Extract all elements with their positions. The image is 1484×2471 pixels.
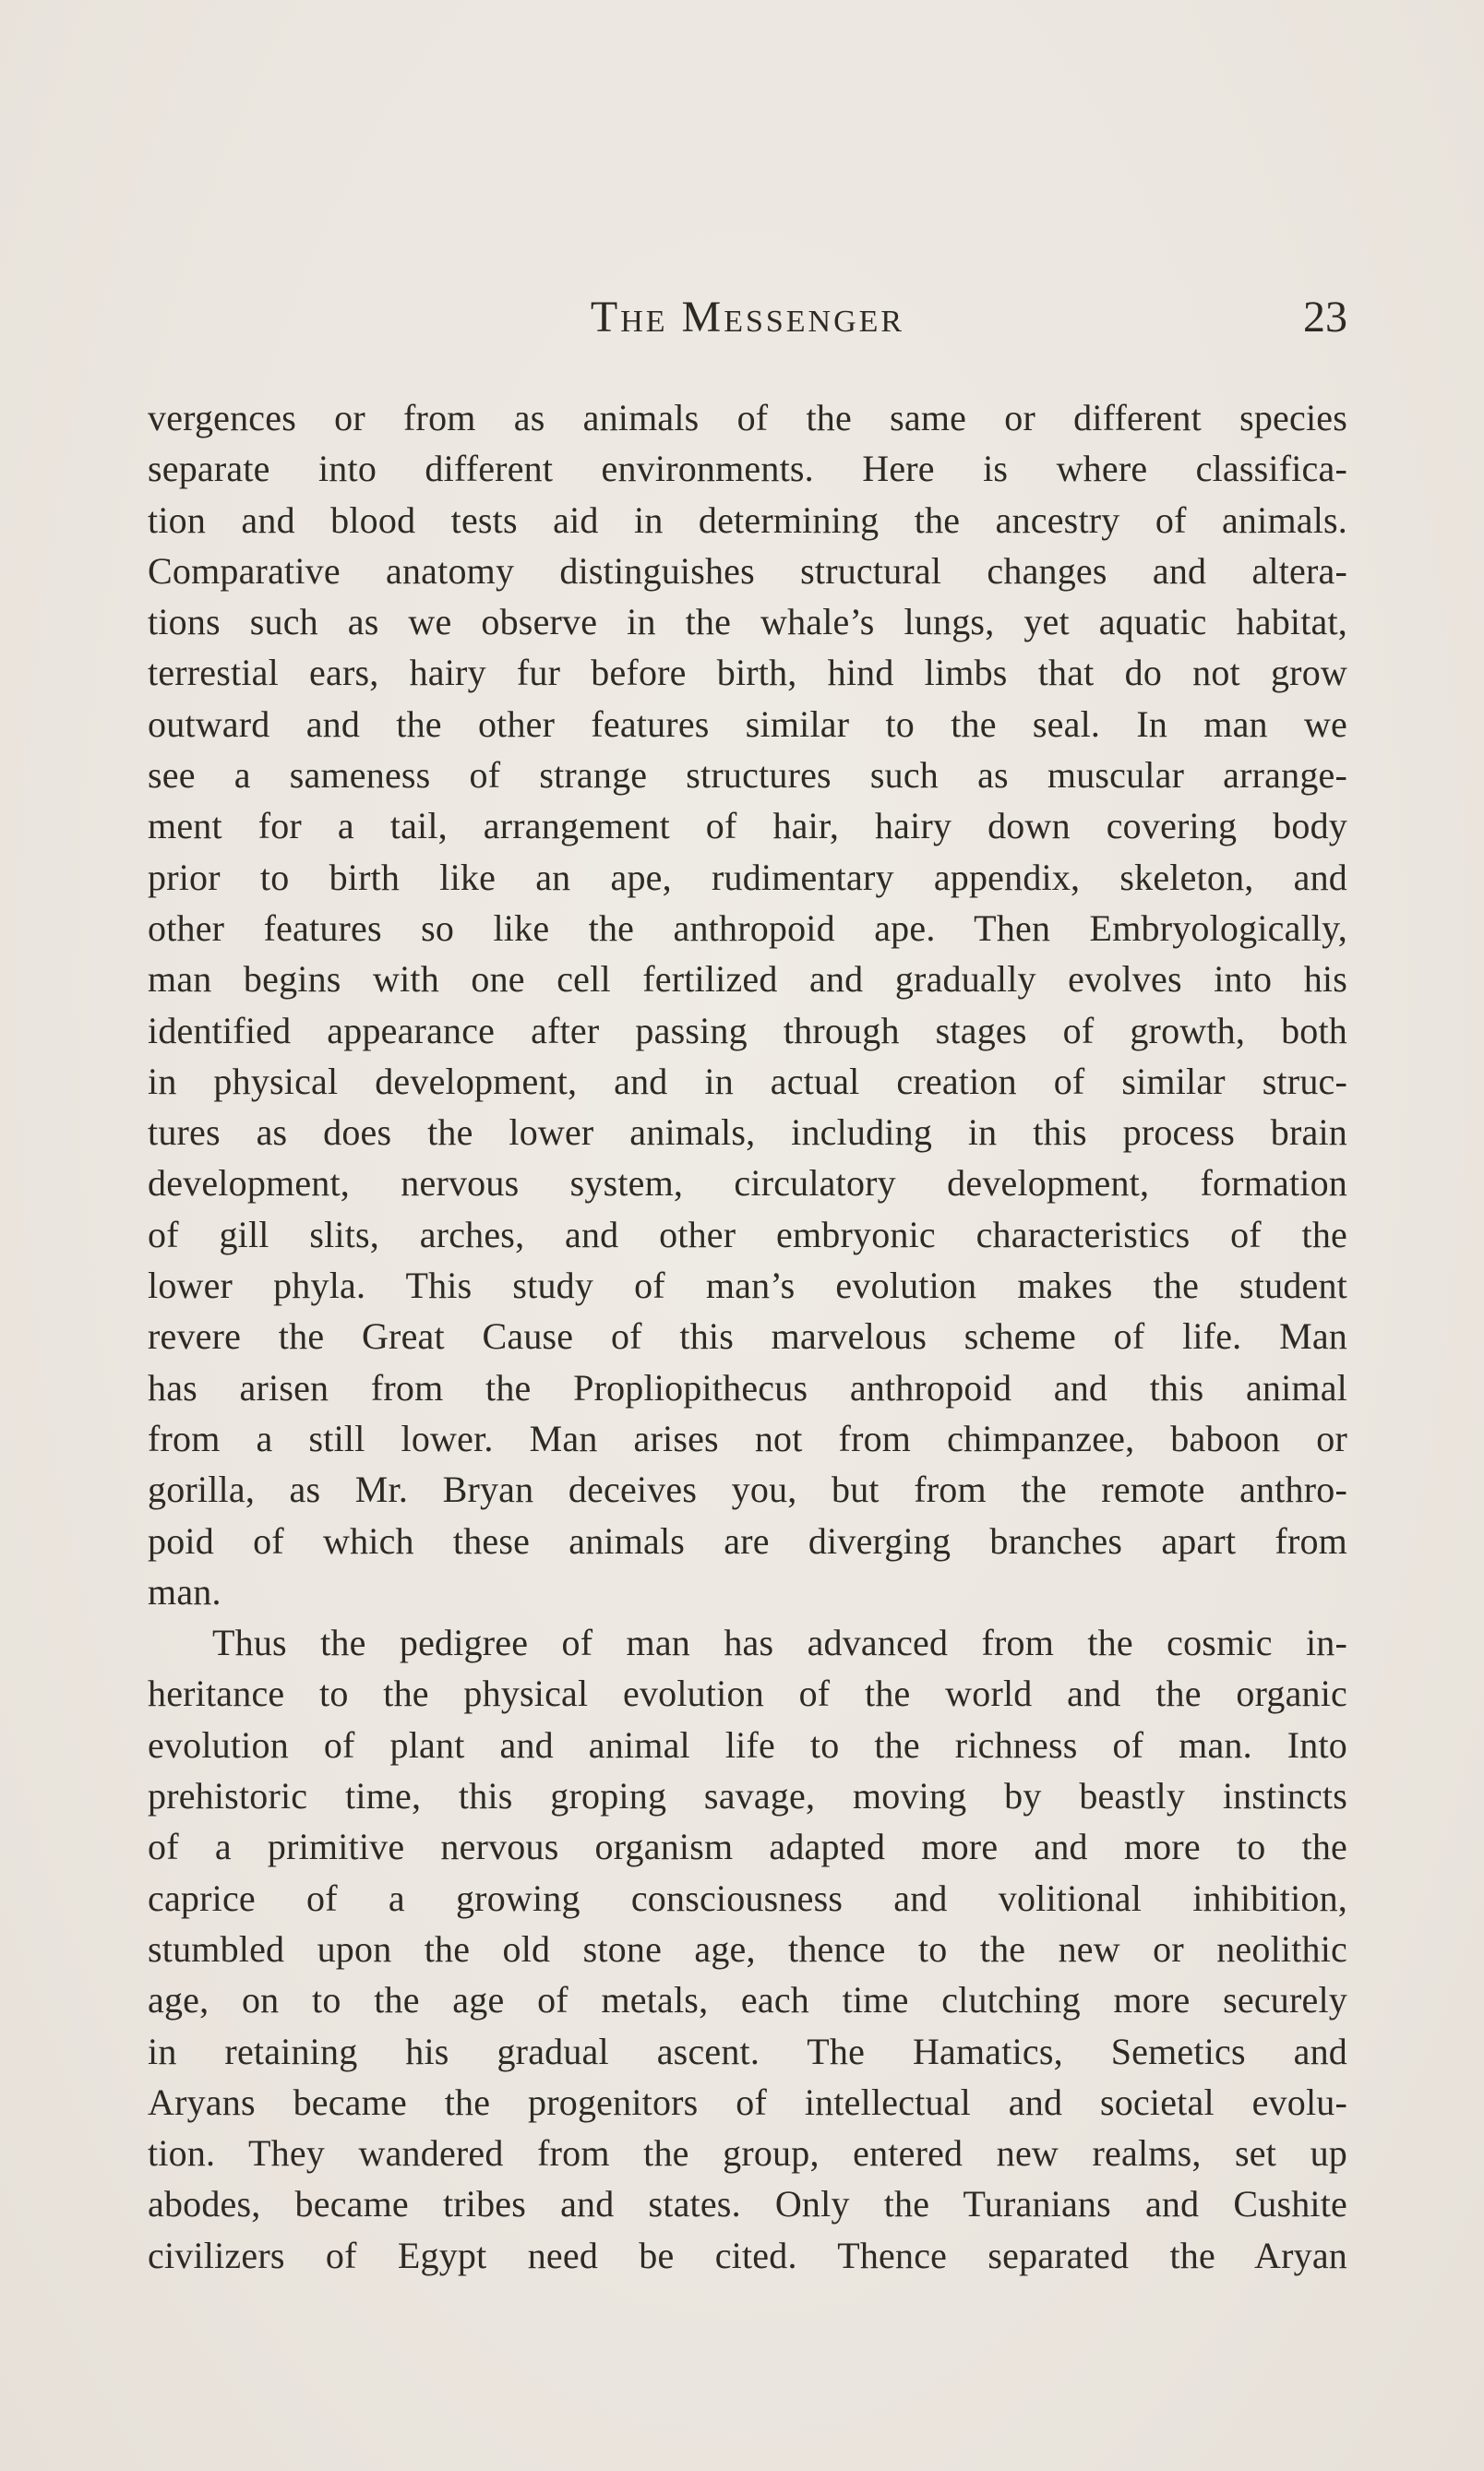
text-line: tion and blood tests aid in determining the ancestry of animals. [148, 498, 1347, 541]
text-line: gorilla, as Mr. Bryan deceives you, but from the remote anthro- [148, 1469, 1347, 1511]
text-line: Comparative anatomy distinguishes structural changes and altera- [148, 549, 1347, 592]
text-line: from a still lower. Man arises not from chimpanzee, baboon or [148, 1417, 1347, 1459]
text-line: lower phyla. This study of man’s evolution makes the student [148, 1265, 1347, 1307]
text-line: terrestial ears, hairy fur before birth, hind limbs that do not grow [148, 652, 1347, 694]
text-line: of a primitive nervous organism adapted more and more to the [148, 1826, 1347, 1868]
text-line: prehistoric time, this groping savage, moving by beastly instincts [148, 1775, 1347, 1817]
text-line: stumbled upon the old stone age, thence to the new or neolithic [148, 1927, 1347, 1970]
text-line: Aryans became the progenitors of intellectual and societal evolu- [148, 2081, 1347, 2123]
text-line: abodes, became tribes and states. Only the Turanians and Cushite [148, 2183, 1347, 2225]
text-line: age, on to the age of metals, each time clutching more securely [148, 1979, 1347, 2021]
paragraph [148, 392, 1347, 1617]
text-line: in retaining his gradual ascent. The Hamatics, Semetics and [148, 2030, 1347, 2072]
text-line: development, nervous system, circulatory development, formation [148, 1162, 1347, 1205]
text-line: Thus the pedigree of man has advanced from the cosmic in- [212, 1622, 1347, 1664]
text-line: in physical development, and in actual creation of similar struc- [148, 1060, 1347, 1102]
text-line: tions such as we observe in the whale’s lungs, yet aquatic habitat, [148, 601, 1347, 643]
text-line: see a sameness of strange structures such as muscular arrange- [148, 754, 1347, 797]
text-line: separate into different environments. Here is where classifica- [148, 448, 1347, 490]
text-line: ment for a tail, arrangement of hair, hairy down covering body [148, 805, 1347, 847]
running-head [148, 292, 1347, 347]
running-title: The Messenger [590, 293, 905, 342]
text-line: man begins with one cell fertilized and gradually evolves into his [148, 958, 1347, 1001]
text-line: tion. They wandered from the group, entered new realms, set up [148, 2132, 1347, 2175]
text-line: revere the Great Cause of this marvelous scheme of life. Man [148, 1315, 1347, 1358]
body-text [148, 392, 1347, 2281]
text-line: tures as does the lower animals, including in this process brain [148, 1111, 1347, 1154]
text-line: poid of which these animals are diverging branches apart from [148, 1519, 1347, 1562]
text-line: heritance to the physical evolution of the world and the organic [148, 1673, 1347, 1715]
page-number: 23 [1303, 293, 1347, 342]
text-line: has arisen from the Propliopithecus anthropoid and this animal [148, 1366, 1347, 1409]
text-line: identified appearance after passing through stages of growth, both [148, 1009, 1347, 1051]
text-line: vergences or from as animals of the same or different species [148, 397, 1347, 438]
text-line: of gill slits, arches, and other embryonic characteristics of the [148, 1213, 1347, 1255]
text-line: prior to birth like an ape, rudimentary appendix, skeleton, and [148, 856, 1347, 898]
paragraph [148, 1617, 1347, 2281]
text-line: caprice of a growing consciousness and volitional inhibition, [148, 1877, 1347, 1919]
text-line: outward and the other features similar to the seal. In man we [148, 702, 1347, 745]
text-line: evolution of plant and animal life to the richness of man. Into [148, 1723, 1347, 1766]
text-line: other features so like the anthropoid ape. Then Embryologically, [148, 906, 1347, 949]
text-line: civilizers of Egypt need be cited. Thence separated the Aryan [148, 2234, 1347, 2276]
text-line: man. [148, 1570, 221, 1613]
